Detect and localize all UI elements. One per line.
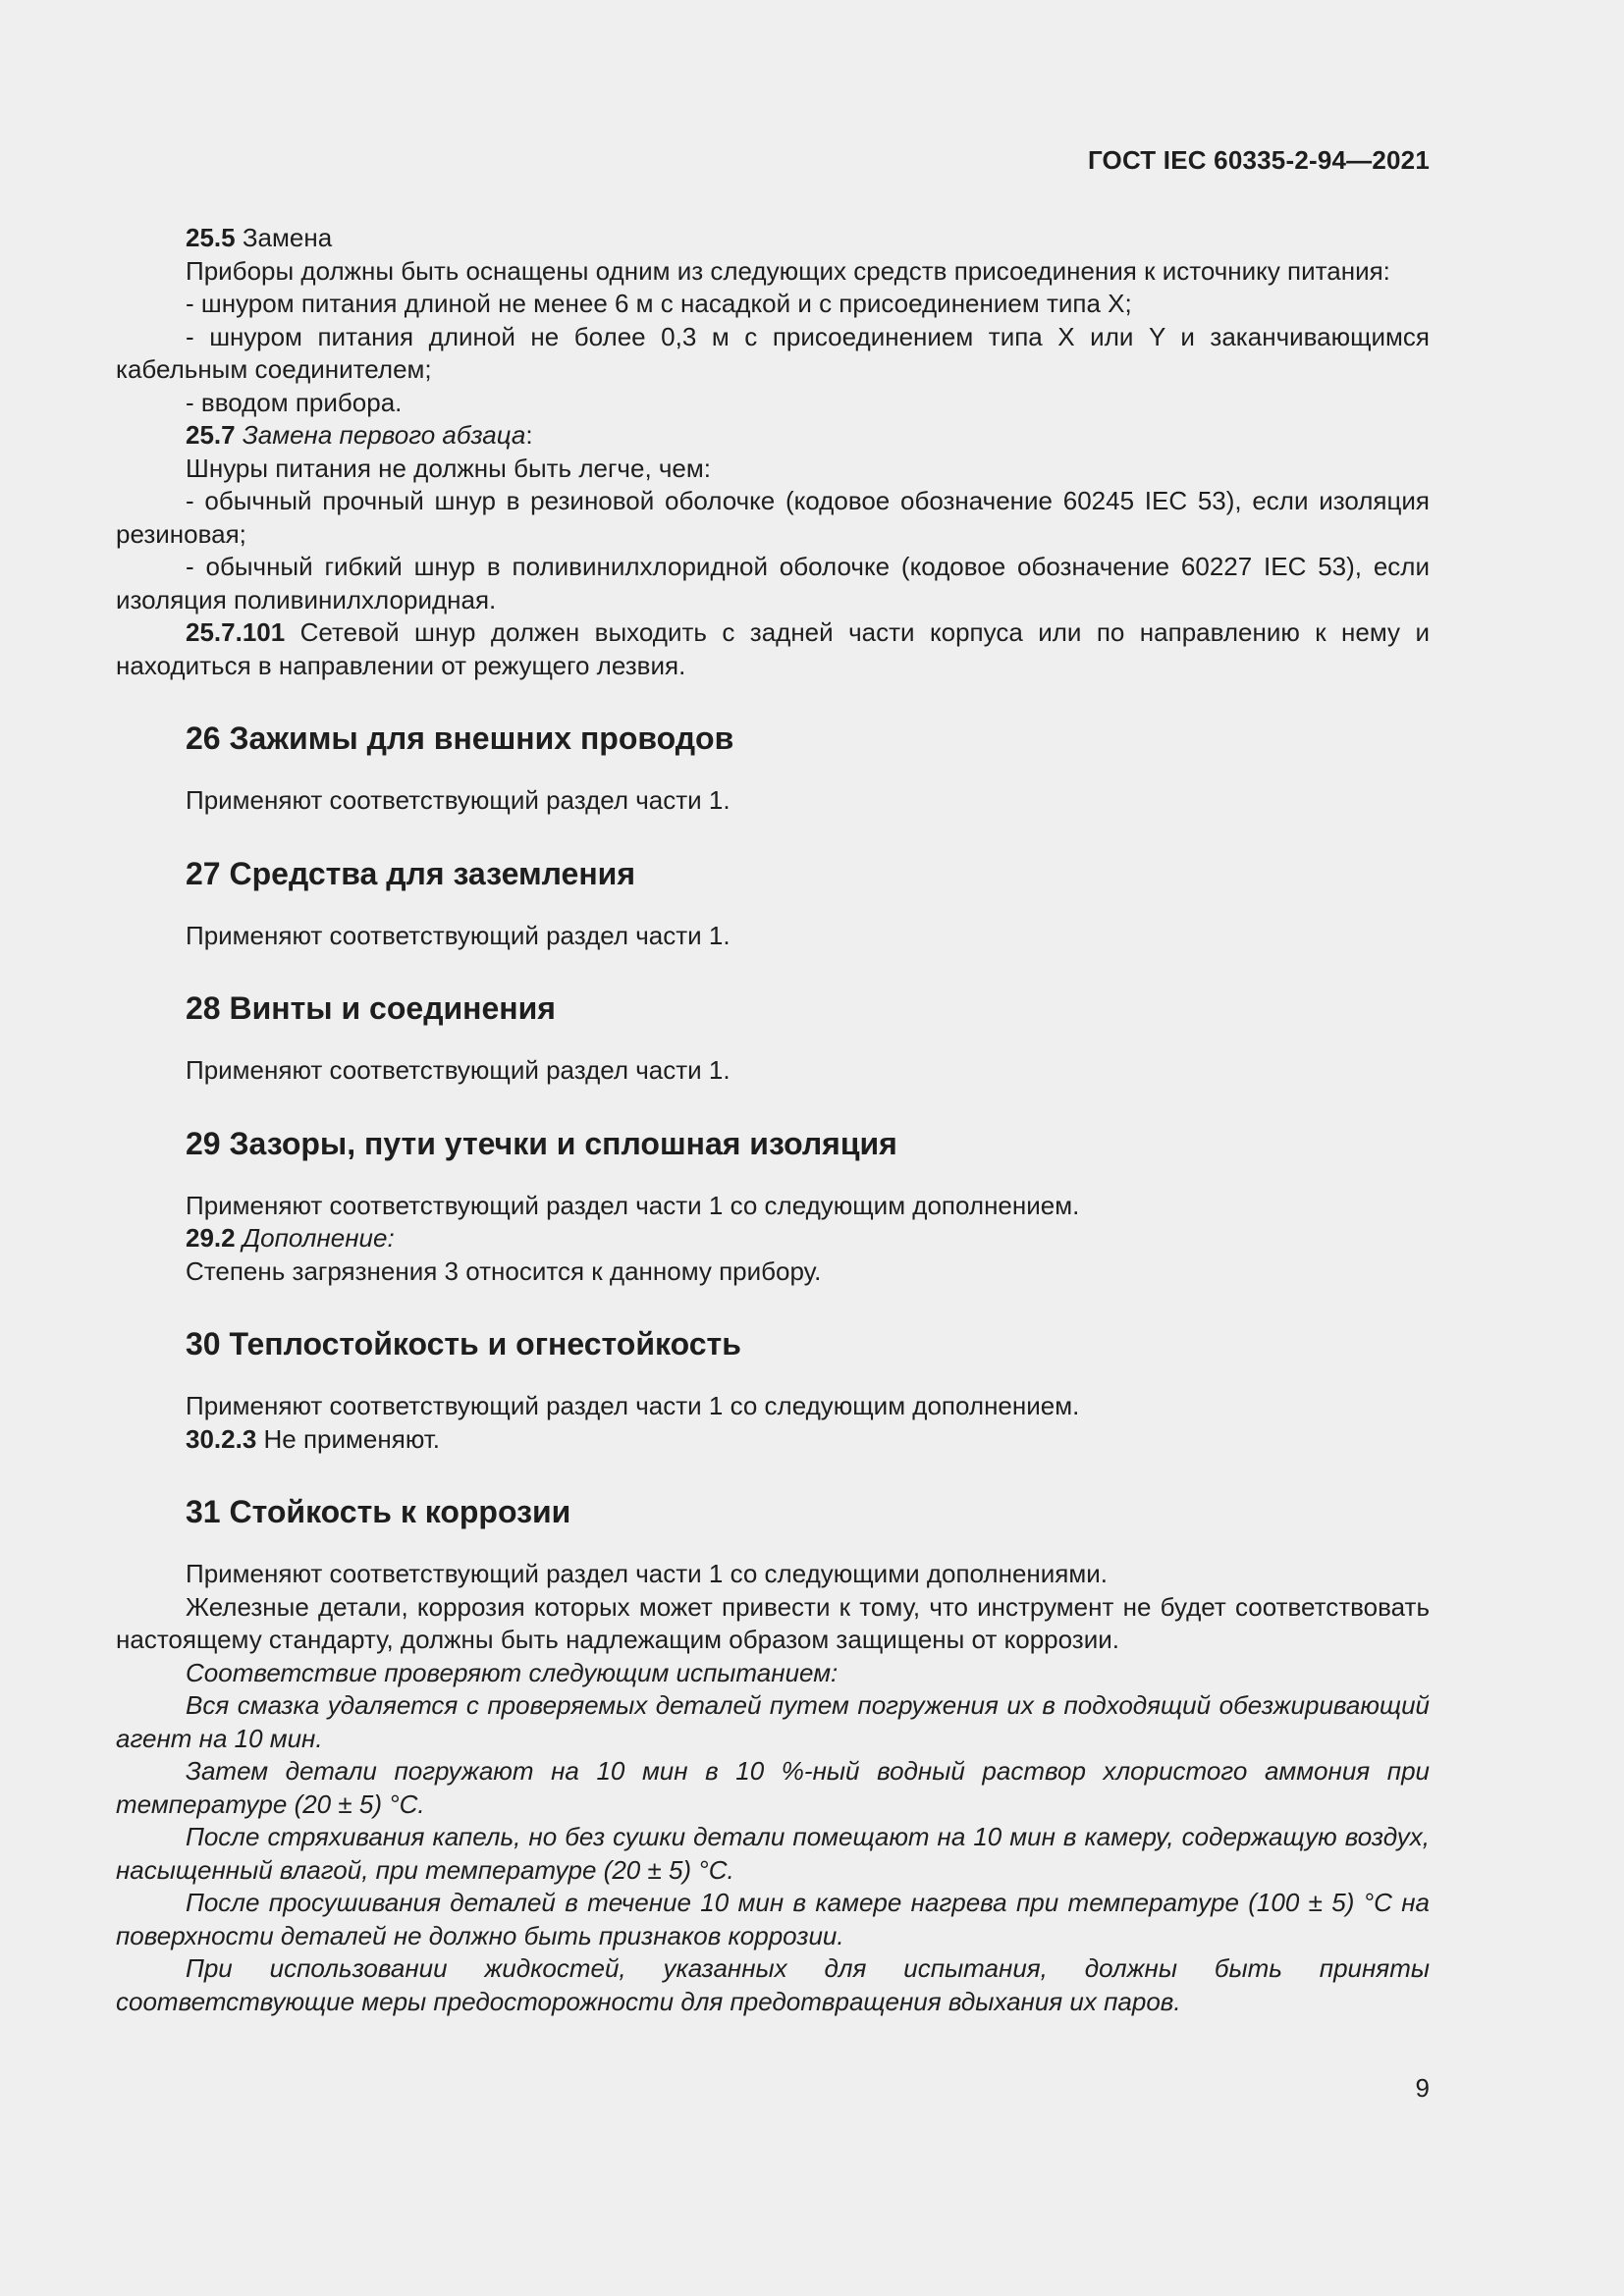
paragraph-text: Применяют соответствующий раздел части 1.	[186, 1055, 731, 1085]
paragraph-text: Шнуры питания не должны быть легче, чем:	[186, 453, 711, 483]
paragraph	[116, 387, 1430, 420]
section-heading: 28 Винты и соединения	[186, 990, 556, 1026]
paragraph	[116, 1887, 1430, 1952]
emphasized-text: Затем детали погружают на 10 мин в 10 %-ный водный раствор хлористого аммония при температуре (20 ± 5) °С.	[116, 1756, 1430, 1819]
paragraph	[116, 419, 1430, 453]
paragraph-text: - шнуром питания длиной не менее 6 м с насадкой и с присоединением типа X;	[186, 289, 1132, 318]
emphasized-text: Замена первого абзаца	[235, 420, 526, 450]
paragraph-text: Не применяют.	[256, 1423, 440, 1454]
paragraph	[116, 1657, 1430, 1690]
paragraph-text: - шнуром питания длиной не более 0,3 м с присоединением типа X или Y и заканчивающимся кабельным соединителем;	[116, 321, 1430, 384]
paragraph-text: :	[525, 420, 533, 450]
paragraph	[116, 1390, 1430, 1423]
paragraph	[116, 1190, 1430, 1223]
paragraph	[116, 485, 1430, 551]
emphasized-text: После просушивания деталей в течение 10 мин в камере нагрева при температуре (100 ± 5) °С на поверхности деталей не должно быть признаков коррозии.	[116, 1888, 1430, 1950]
document-header: ГОСТ IEC 60335-2-94—2021	[1087, 145, 1430, 175]
paragraph	[116, 1558, 1430, 1591]
section-heading: 26 Зажимы для внешних проводов	[186, 721, 734, 756]
clause-number: 25.7.101	[186, 617, 286, 647]
clause-number: 25.5	[186, 223, 236, 252]
paragraph-text: - обычный гибкий шнур в поливинилхлоридной оболочке (кодовое обозначение 60227 IEC 53), если изоляция поливинилхлоридная.	[116, 552, 1430, 614]
paragraph-text: Приборы должны быть оснащены одним из следующих средств присоединения к источнику питания:	[186, 255, 1390, 286]
emphasized-text: После стряхивания капель, но без сушки детали помещают на 10 мин в камеру, содержащую воздух, насыщенный влагой, при температуре (20 ± 5) °С.	[116, 1822, 1430, 1885]
paragraph-text: - обычный прочный шнур в резиновой оболочке (кодовое обозначение 60245 IEC 53), если изоляция резиновая;	[116, 486, 1430, 549]
paragraph	[116, 255, 1430, 289]
emphasized-text: При использовании жидкостей, указанных для испытания, должны быть приняты соответствующие меры предосторожности для предотвращения вдыхания их паров.	[116, 1953, 1430, 2016]
emphasized-text: Соответствие проверяют следующим испытанием:	[186, 1657, 839, 1687]
clause-number: 29.2	[186, 1223, 236, 1253]
paragraph	[116, 1689, 1430, 1755]
document-body	[116, 222, 1430, 2018]
section-heading: 30 Теплостойкость и огнестойкость	[186, 1326, 741, 1362]
page-number: 9	[1415, 2073, 1430, 2103]
paragraph	[116, 1054, 1430, 1088]
paragraph-text: Применяют соответствующий раздел части 1 со следующим дополнением.	[186, 1391, 1080, 1420]
paragraph	[116, 1255, 1430, 1289]
clause-number: 25.7	[186, 420, 236, 450]
paragraph-text: Сетевой шнур должен выходить с задней части корпуса или по направлению к нему и находиться в направлении от режущего лезвия.	[116, 617, 1430, 680]
paragraph	[116, 222, 1430, 255]
paragraph	[116, 1222, 1430, 1255]
paragraph	[116, 920, 1430, 953]
paragraph	[116, 453, 1430, 486]
section-heading: 27 Средства для заземления	[186, 855, 636, 891]
paragraph-text: Применяют соответствующий раздел части 1.	[186, 920, 731, 950]
paragraph-text: Применяют соответствующий раздел части 1 со следующими дополнениями.	[186, 1559, 1108, 1588]
paragraph-text: Железные детали, коррозия которых может привести к тому, что инструмент не будет соответствовать настоящему стандарту, должны быть надлежащим образом защищены от коррозии.	[116, 1591, 1430, 1654]
section-heading: 29 Зазоры, пути утечки и сплошная изоляция	[186, 1125, 897, 1161]
clause-number: 30.2.3	[186, 1423, 257, 1454]
paragraph	[116, 288, 1430, 321]
paragraph	[116, 1423, 1430, 1457]
paragraph	[116, 321, 1430, 387]
paragraph	[116, 551, 1430, 616]
emphasized-text: Вся смазка удаляется с проверяемых деталей путем погружения их в подходящий обезжиривающий агент на 10 мин.	[116, 1690, 1430, 1753]
paragraph	[116, 1952, 1430, 2018]
paragraph-text: Замена	[235, 223, 333, 252]
paragraph-text: Применяют соответствующий раздел части 1 со следующим дополнением.	[186, 1190, 1080, 1220]
paragraph	[116, 784, 1430, 818]
paragraph	[116, 1591, 1430, 1657]
paragraph-text: Применяют соответствующий раздел части 1.	[186, 785, 731, 815]
paragraph-text: - вводом прибора.	[186, 387, 403, 417]
emphasized-text: Дополнение:	[235, 1223, 395, 1253]
paragraph-text: Степень загрязнения 3 относится к данному прибору.	[186, 1255, 822, 1286]
paragraph	[116, 1755, 1430, 1821]
paragraph	[116, 616, 1430, 682]
paragraph	[116, 1821, 1430, 1887]
section-heading: 31 Стойкость к коррозии	[186, 1494, 571, 1529]
